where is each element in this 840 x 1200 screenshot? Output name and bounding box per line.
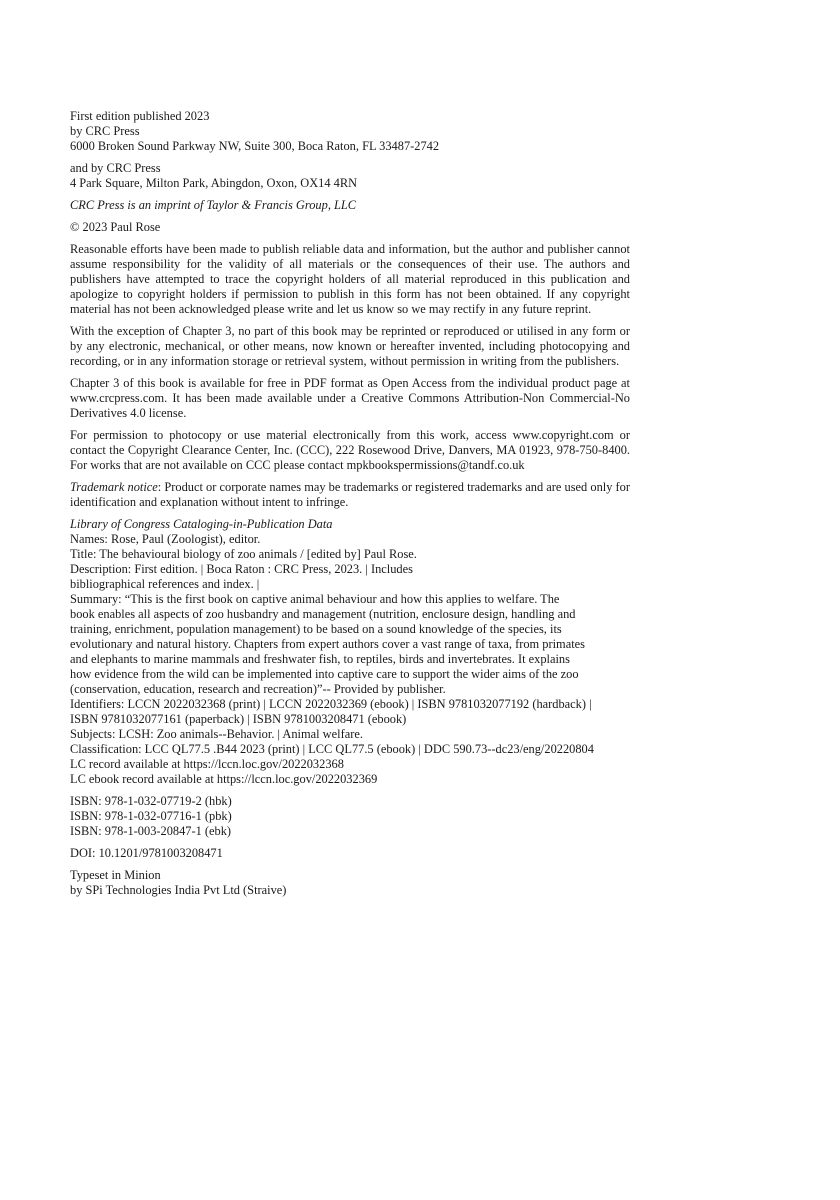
- cip-line: training, enrichment, population management) to be based on a sound knowledge of the species, its: [70, 622, 562, 636]
- imprint-statement: CRC Press is an imprint of Taylor & Francis Group, LLC: [70, 198, 357, 212]
- cip-line: how evidence from the wild can be implemented into captive care to support the wider aims of the zoo: [70, 667, 579, 681]
- second-publisher-block: [70, 161, 630, 191]
- isbn-ebk: ISBN: 978-1-003-20847-1 (ebk): [70, 824, 232, 838]
- typeset-block: [70, 868, 630, 898]
- trademark-paragraph: [70, 480, 630, 510]
- cip-line: Names: Rose, Paul (Zoologist), editor.: [70, 532, 261, 546]
- typeset-font: Typeset in Minion: [70, 868, 161, 882]
- open-access-paragraph: Chapter 3 of this book is available for free in PDF format as Open Access from the individual product page at www.crcpress.com. It has been made available under a Creative Commons Attribution-Non Commercial-No Derivatives 4.0 license.: [70, 376, 630, 420]
- edition-line: First edition published 2023: [70, 109, 210, 123]
- cip-line: ISBN 9781032077161 (paperback) | ISBN 9781003208471 (ebook): [70, 712, 407, 726]
- cip-line: and elephants to marine mammals and freshwater fish, to reptiles, birds and invertebrates. It explains: [70, 652, 570, 666]
- cip-line: Identifiers: LCCN 2022032368 (print) | LCCN 2022032369 (ebook) | ISBN 9781032077192 (hardback) |: [70, 697, 592, 711]
- copyright-notice: © 2023 Paul Rose: [70, 220, 161, 234]
- cip-line: evolutionary and natural history. Chapters from expert authors cover a vast range of taxa, from primates: [70, 637, 585, 651]
- cip-line: LC ebook record available at https://lccn.loc.gov/2022032369: [70, 772, 378, 786]
- copyright-page: [70, 109, 630, 905]
- cip-line: Summary: “This is the first book on captive animal behaviour and how this applies to welfare. The: [70, 592, 560, 606]
- second-publisher-line: and by CRC Press: [70, 161, 161, 175]
- cip-heading: Library of Congress Cataloging-in-Publication Data: [70, 517, 333, 531]
- doi-line: DOI: 10.1201/9781003208471: [70, 846, 223, 860]
- cip-line: LC record available at https://lccn.loc.gov/2022032368: [70, 757, 344, 771]
- cip-line: bibliographical references and index. |: [70, 577, 260, 591]
- cip-line: Subjects: LCSH: Zoo animals--Behavior. | Animal welfare.: [70, 727, 363, 741]
- cip-line: (conservation, education, research and recreation)”-- Provided by publisher.: [70, 682, 446, 696]
- cip-line: book enables all aspects of zoo husbandry and management (nutrition, enclosure design, handling and: [70, 607, 576, 621]
- cip-line: Title: The behavioural biology of zoo animals / [edited by] Paul Rose.: [70, 547, 417, 561]
- trademark-label: Trademark notice: [70, 480, 158, 494]
- cip-line: Classification: LCC QL77.5 .B44 2023 (print) | LCC QL77.5 (ebook) | DDC 590.73--dc23/eng/20220804: [70, 742, 594, 756]
- trademark-text: : Product or corporate names may be trademarks or registered trademarks and are used only for identification and explanation without intent to infringe.: [70, 480, 630, 509]
- publisher-address: 6000 Broken Sound Parkway NW, Suite 300, Boca Raton, FL 33487-2742: [70, 139, 440, 153]
- second-publisher-address: 4 Park Square, Milton Park, Abingdon, Oxon, OX14 4RN: [70, 176, 358, 190]
- isbn-pbk: ISBN: 978-1-032-07716-1 (pbk): [70, 809, 232, 823]
- publisher-line: by CRC Press: [70, 124, 140, 138]
- permission-paragraph: For permission to photocopy or use material electronically from this work, access www.copyright.com or contact the Copyright Clearance Center, Inc. (CCC), 222 Rosewood Drive, Danvers, MA 01923, 978-750-8400. For works that are not available on CCC please contact mpkbookspermissions@tandf.co.uk: [70, 428, 630, 472]
- isbn-block: [70, 794, 630, 839]
- cip-block: [70, 517, 630, 787]
- reasonable-efforts-paragraph: Reasonable efforts have been made to publish reliable data and information, but the author and publisher cannot assume responsibility for the validity of all materials or the consequences of their use. The authors and publishers have attempted to trace the copyright holders of all material reproduced in this publication and apologize to copyright holders if permission to publish in this form has not been obtained. If any copyright material has not been acknowledged please write and let us know so we may rectify in any future reprint.: [70, 242, 630, 316]
- exception-paragraph: With the exception of Chapter 3, no part of this book may be reprinted or reproduced or utilised in any form or by any electronic, mechanical, or other means, now known or hereafter invented, including photocopying and recording, or in any information storage or retrieval system, without permission in writing from the publishers.: [70, 324, 630, 368]
- isbn-hbk: ISBN: 978-1-032-07719-2 (hbk): [70, 794, 232, 808]
- typesetter: by SPi Technologies India Pvt Ltd (Straive): [70, 883, 287, 897]
- cip-line: Description: First edition. | Boca Raton : CRC Press, 2023. | Includes: [70, 562, 413, 576]
- edition-block: [70, 109, 630, 154]
